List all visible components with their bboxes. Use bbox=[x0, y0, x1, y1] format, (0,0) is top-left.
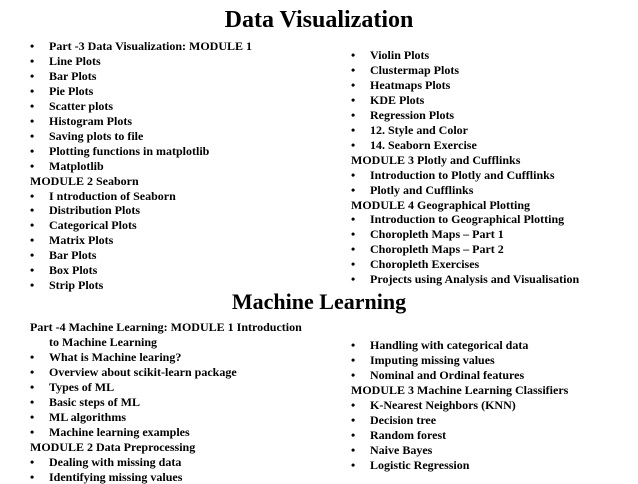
module-heading: MODULE 3 Machine Learning Classifiers bbox=[351, 382, 569, 397]
list-item: • Box Plots bbox=[30, 263, 252, 278]
list-item: • Histogram Plots bbox=[30, 114, 252, 129]
list-item: • KDE Plots bbox=[351, 93, 579, 108]
list-item: • Overview about scikit-learn package bbox=[30, 365, 302, 380]
list-item: • Machine learning examples bbox=[30, 425, 302, 440]
list-item: • Scatter plots bbox=[30, 99, 252, 114]
data-viz-left-column bbox=[30, 39, 252, 293]
list-item: • Projects using Analysis and Visualisation bbox=[351, 272, 579, 287]
data-visualization-heading: Data Visualization bbox=[224, 7, 414, 33]
module-heading: MODULE 3 Plotly and Cufflinks bbox=[351, 152, 521, 167]
list-item: • Plotly and Cufflinks bbox=[351, 183, 579, 198]
list-item: • Nominal and Ordinal features bbox=[351, 368, 568, 383]
list-item: • Matrix Plots bbox=[30, 233, 252, 248]
ml-left-column bbox=[30, 320, 302, 484]
list-item: • Matplotlib bbox=[30, 159, 252, 174]
list-item: • Types of ML bbox=[30, 380, 302, 395]
list-item: • Decision tree bbox=[351, 413, 568, 428]
list-item: • 14. Seaborn Exercise bbox=[351, 138, 579, 153]
list-item: • Introduction to Plotly and Cufflinks bbox=[351, 168, 579, 183]
list-item: • Pie Plots bbox=[30, 84, 252, 99]
list-item: • Strip Plots bbox=[30, 278, 252, 293]
list-item: • Heatmaps Plots bbox=[351, 78, 579, 93]
list-item: • Dealing with missing data bbox=[30, 455, 302, 470]
machine-learning-heading: Machine Learning bbox=[231, 289, 407, 314]
module-heading: MODULE 2 Data Preprocessing bbox=[30, 439, 196, 454]
module-heading: MODULE 4 Geographical Plotting bbox=[351, 197, 530, 212]
list-item: • What is Machine learing? bbox=[30, 350, 302, 365]
list-item: • I ntroduction of Seaborn bbox=[30, 189, 252, 204]
list-item: • Saving plots to file bbox=[30, 129, 252, 144]
list-item: • Basic steps of ML bbox=[30, 395, 302, 410]
heading-continuation: to Machine Learning bbox=[49, 334, 157, 349]
data-viz-right-column bbox=[351, 48, 579, 287]
list-item: • Distribution Plots bbox=[30, 203, 252, 218]
list-item: • Introduction to Geographical Plotting bbox=[351, 212, 579, 227]
list-item: • Plotting functions in matplotlib bbox=[30, 144, 252, 159]
list-item: • Clustermap Plots bbox=[351, 63, 579, 78]
list-item: • Choropleth Maps – Part 1 bbox=[351, 227, 579, 242]
list-item: • Bar Plots bbox=[30, 69, 252, 84]
list-item: • ML algorithms bbox=[30, 410, 302, 425]
list-item: • 12. Style and Color bbox=[351, 123, 579, 138]
list-item: • Handling with categorical data bbox=[351, 338, 568, 353]
list-item: • Naive Bayes bbox=[351, 443, 568, 458]
list-item: • Categorical Plots bbox=[30, 218, 252, 233]
list-item: • Imputing missing values bbox=[351, 353, 568, 368]
list-item: • Regression Plots bbox=[351, 108, 579, 123]
list-item: • Line Plots bbox=[30, 54, 252, 69]
list-item: • Identifying missing values bbox=[30, 470, 302, 484]
list-item: • Random forest bbox=[351, 428, 568, 443]
list-item: • Part -3 Data Visualization: MODULE 1 bbox=[30, 39, 252, 54]
list-item: • Logistic Regression bbox=[351, 458, 568, 473]
ml-right-column bbox=[351, 338, 568, 473]
list-item: • Violin Plots bbox=[351, 48, 579, 63]
list-item: • Bar Plots bbox=[30, 248, 252, 263]
list-item: • Choropleth Maps – Part 2 bbox=[351, 242, 579, 257]
list-item: • Choropleth Exercises bbox=[351, 257, 579, 272]
module-heading: MODULE 2 Seaborn bbox=[30, 173, 139, 188]
list-item: • K-Nearest Neighbors (KNN) bbox=[351, 398, 568, 413]
module-heading: Part -4 Machine Learning: MODULE 1 Introduction bbox=[30, 320, 302, 334]
